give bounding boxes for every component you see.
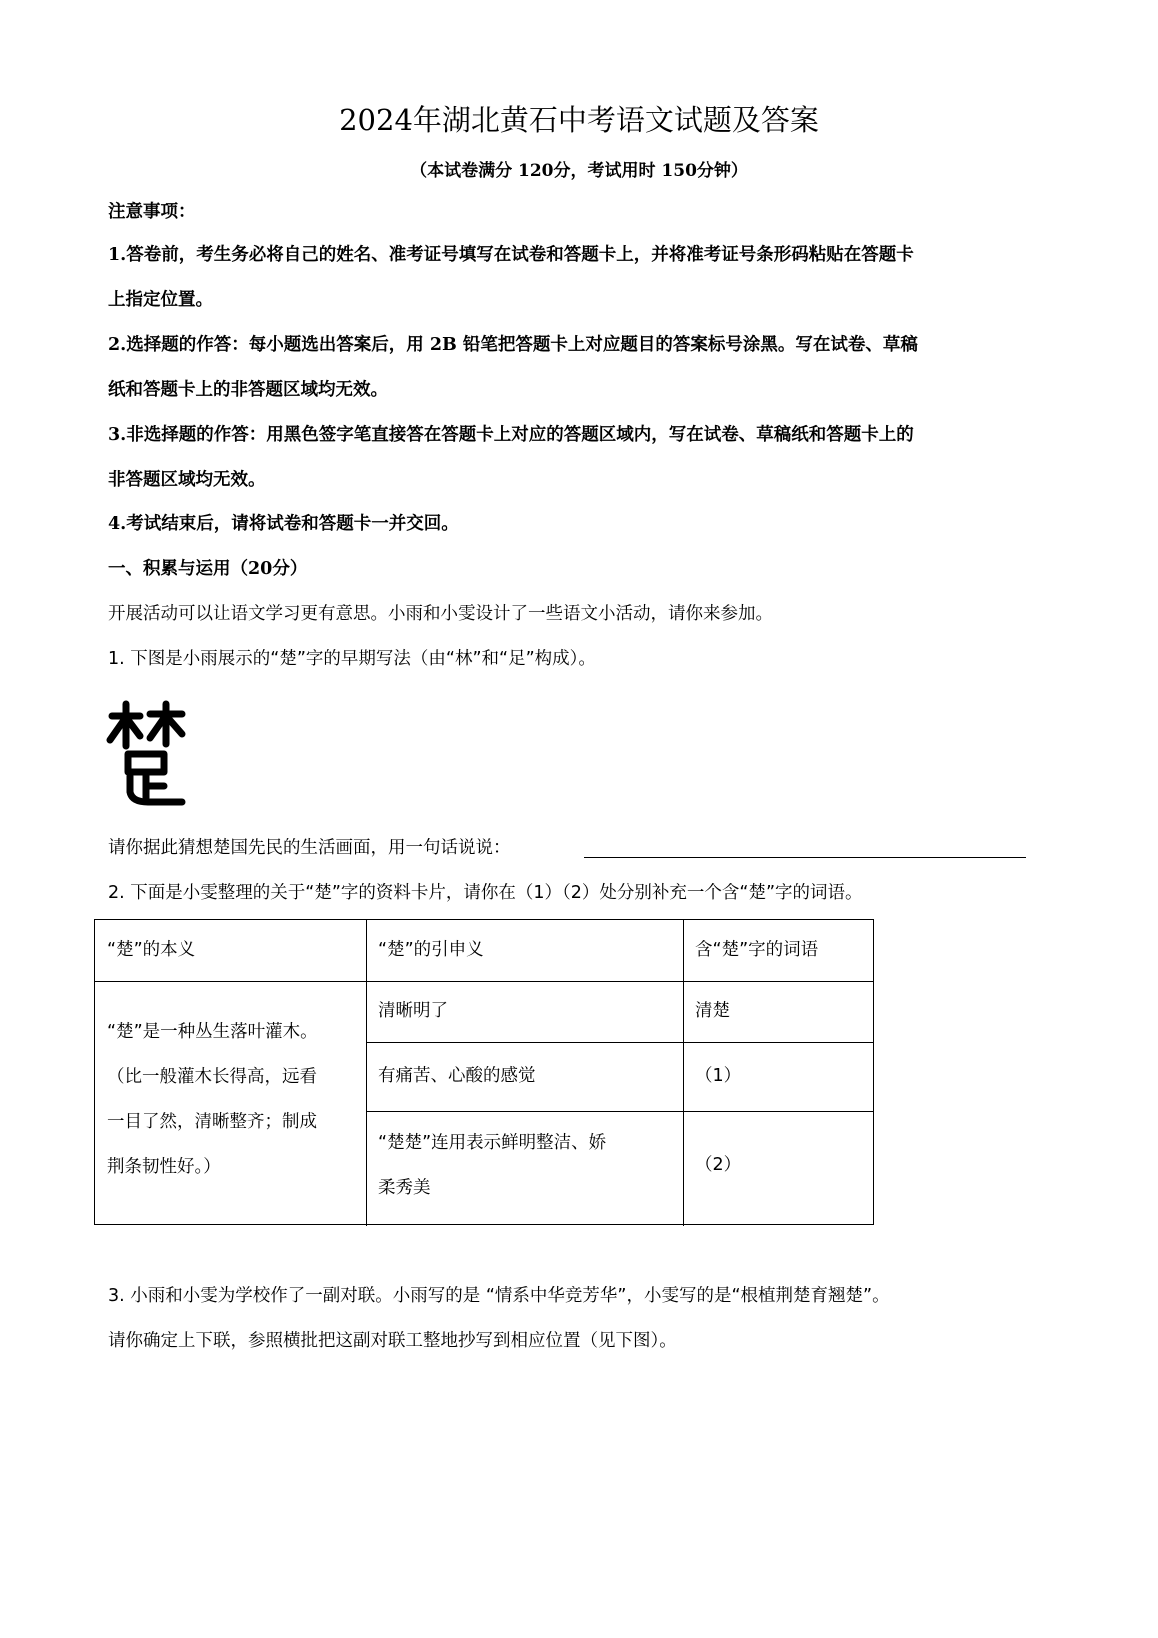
original-meaning-line-1: “楚”是一种丛生落叶灌木。 — [107, 1022, 318, 1042]
question-3-line-1: 3. 小雨和小雯为学校作了一副对联。小雨写的是 “情系中华竞芳华”，小雯写的是“根植荆楚育翘楚”。 — [108, 1286, 890, 1306]
extended-meaning-3-line-2: 柔秀美 — [378, 1178, 431, 1198]
answer-blank-1[interactable]: （1） — [695, 1066, 742, 1086]
original-meaning-line-2: （比一般灌木长得高，远看 — [107, 1067, 317, 1087]
answer-blank-line[interactable] — [584, 857, 1026, 858]
notice-line-2: 上指定位置。 — [108, 290, 213, 310]
question-3-line-2: 请你确定上下联，参照横批把这副对联工整地抄写到相应位置（见下图）。 — [108, 1331, 677, 1351]
question-2-prompt: 2. 下面是小雯整理的关于“楚”字的资料卡片，请你在（1）（2）处分别补充一个含“楚”字的词语。 — [108, 883, 863, 903]
notice-line-1: 1.答卷前，考生务必将自己的姓名、准考证号填写在试卷和答题卡上，并将准考证号条形码粘贴在答题卡 — [108, 245, 914, 265]
table-divider — [95, 981, 873, 982]
extended-meaning-1: 清晰明了 — [378, 1001, 448, 1021]
word-1: 清楚 — [695, 1001, 730, 1021]
original-meaning-line-4: 荆条韧性好。） — [107, 1157, 221, 1177]
page-title: 2024年湖北黄石中考语文试题及答案 — [339, 103, 819, 137]
section-heading: 一、积累与运用（20分） — [108, 559, 308, 579]
table-header-original-meaning: “楚”的本义 — [107, 940, 196, 960]
table-divider — [683, 920, 684, 1226]
table-divider — [366, 920, 367, 1226]
question-1-prompt: 1. 下图是小雨展示的“楚”字的早期写法（由“林”和“足”构成）。 — [108, 649, 596, 669]
chu-info-table — [94, 919, 874, 1225]
page-subtitle: （本试卷满分 120分，考试用时 150分钟） — [410, 161, 748, 181]
extended-meaning-2: 有痛苦、心酸的感觉 — [378, 1066, 536, 1086]
table-header-extended-meaning: “楚”的引申义 — [378, 940, 484, 960]
table-header-words: 含“楚”字的词语 — [695, 940, 819, 960]
original-meaning-line-3: 一目了然，清晰整齐；制成 — [107, 1112, 317, 1132]
table-divider — [366, 1042, 873, 1043]
notice-heading: 注意事项： — [108, 202, 196, 222]
notice-line-6: 非答题区域均无效。 — [108, 470, 266, 490]
question-1-answer-prompt: 请你据此猜想楚国先民的生活画面，用一句话说说： — [108, 838, 511, 858]
seal-script-chu-glyph — [102, 700, 192, 810]
table-divider — [366, 1111, 873, 1112]
notice-line-7: 4.考试结束后，请将试卷和答题卡一并交回。 — [108, 514, 459, 534]
notice-line-5: 3.非选择题的作答：用黑色签字笔直接答在答题卡上对应的答题区域内，写在试卷、草稿纸和答题卡上的 — [108, 425, 914, 445]
notice-line-4: 纸和答题卡上的非答题区域均无效。 — [108, 380, 388, 400]
section-intro: 开展活动可以让语文学习更有意思。小雨和小雯设计了一些语文小活动，请你来参加。 — [108, 604, 773, 624]
extended-meaning-3-line-1: “楚楚”连用表示鲜明整洁、娇 — [378, 1133, 607, 1153]
answer-blank-2[interactable]: （2） — [695, 1155, 742, 1175]
notice-line-3: 2.选择题的作答：每小题选出答案后，用 2B 铅笔把答题卡上对应题目的答案标号涂黑。写在试卷、草稿 — [108, 335, 918, 355]
